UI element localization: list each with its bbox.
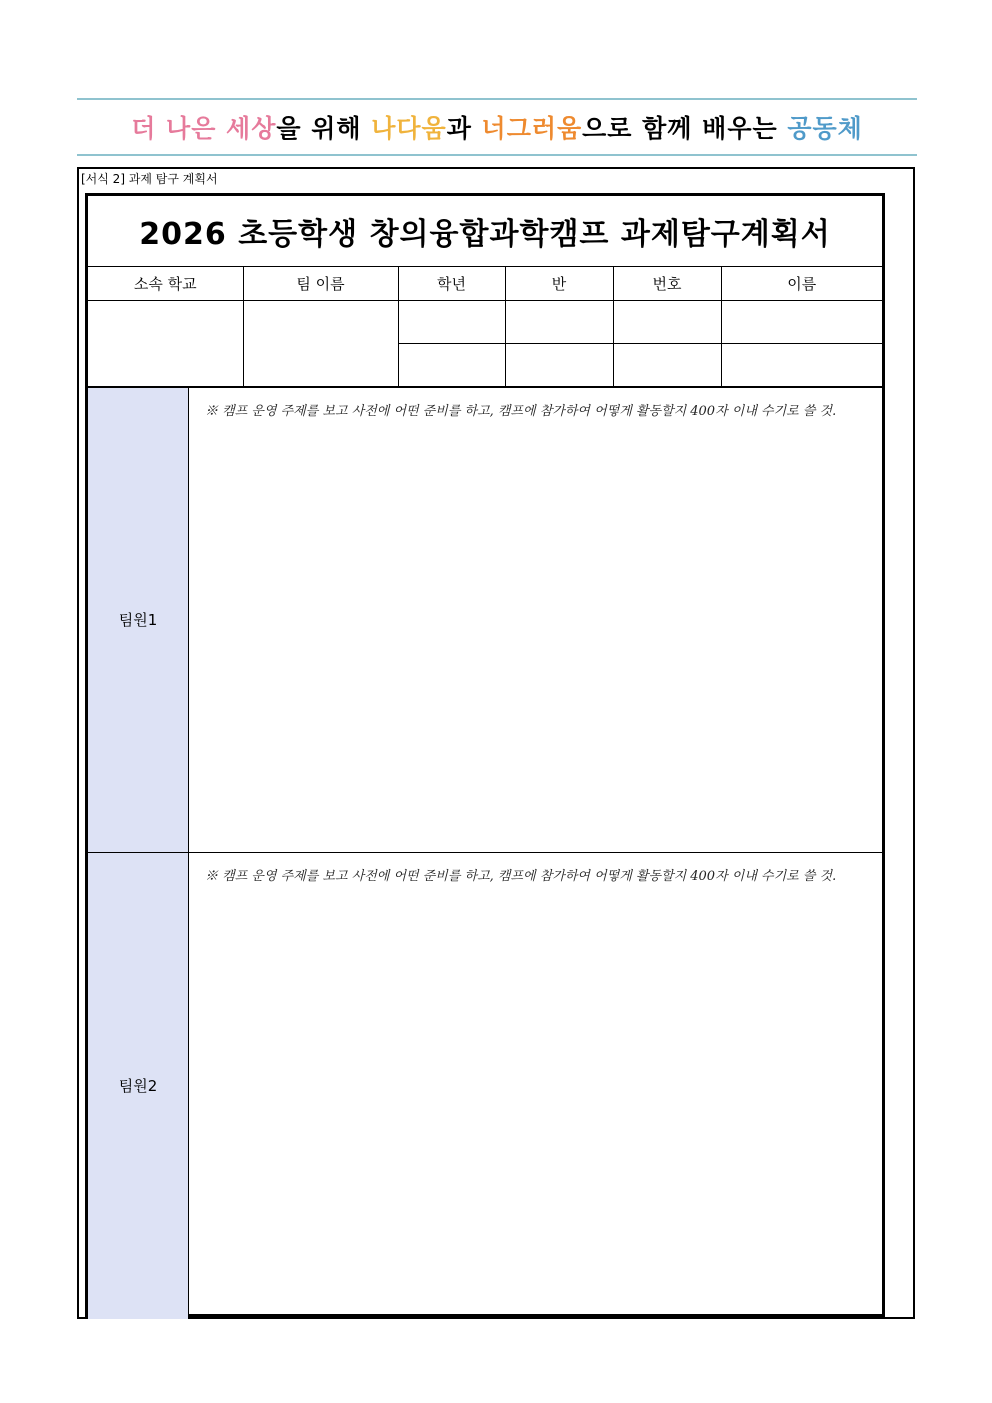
- plan-sheet: [85, 193, 885, 1317]
- member-section: [88, 387, 882, 852]
- header-name: 이름: [721, 267, 882, 300]
- instruction-note: ※ 캠프 운영 주제를 보고 사전에 어떤 준비를 하고, 캠프에 참가하여 어떻게 활동할지 400자 이내 수기로 쓸 것.: [205, 403, 837, 419]
- member-section: [88, 852, 882, 1319]
- slogan-part: 과: [446, 114, 482, 143]
- member-label: 팀원1: [88, 388, 189, 852]
- class-cell[interactable]: [505, 300, 613, 343]
- name-cell[interactable]: [721, 343, 882, 386]
- slogan-part: 너그러움: [481, 114, 583, 143]
- member-writing-area[interactable]: [189, 388, 882, 852]
- team-info-table: [88, 267, 882, 387]
- form-frame: [77, 167, 915, 1319]
- slogan-part: 으로 함께 배우는: [582, 114, 788, 143]
- number-cell[interactable]: [613, 343, 721, 386]
- slogan-part: 공동체: [787, 114, 863, 143]
- number-cell[interactable]: [613, 300, 721, 343]
- header-grade: 학년: [398, 267, 505, 300]
- document-title: 2026 초등학생 창의융합과학캠프 과제탐구계획서: [88, 196, 882, 267]
- header-number: 번호: [613, 267, 721, 300]
- header-school: 소속 학교: [88, 267, 243, 300]
- member-writing-area[interactable]: [189, 853, 882, 1319]
- slogan-part: 더 나은 세상: [131, 114, 277, 143]
- slogan-banner: [77, 98, 917, 156]
- slogan: [131, 109, 863, 145]
- member-label: 팀원2: [88, 853, 189, 1319]
- instruction-note: ※ 캠프 운영 주제를 보고 사전에 어떤 준비를 하고, 캠프에 참가하여 어떻게 활동할지 400자 이내 수기로 쓸 것.: [205, 868, 837, 884]
- header-class: 반: [505, 267, 613, 300]
- table-row: [88, 300, 882, 343]
- slogan-part: 을 위해: [276, 114, 372, 143]
- school-cell[interactable]: [88, 300, 243, 386]
- form-label: [서식 2] 과제 탐구 계획서: [81, 172, 218, 186]
- slogan-part: 나다움: [371, 114, 447, 143]
- name-cell[interactable]: [721, 300, 882, 343]
- grade-cell[interactable]: [398, 343, 505, 386]
- class-cell[interactable]: [505, 343, 613, 386]
- table-header-row: [88, 267, 882, 300]
- header-team-name: 팀 이름: [243, 267, 398, 300]
- team-name-cell[interactable]: [243, 300, 398, 386]
- grade-cell[interactable]: [398, 300, 505, 343]
